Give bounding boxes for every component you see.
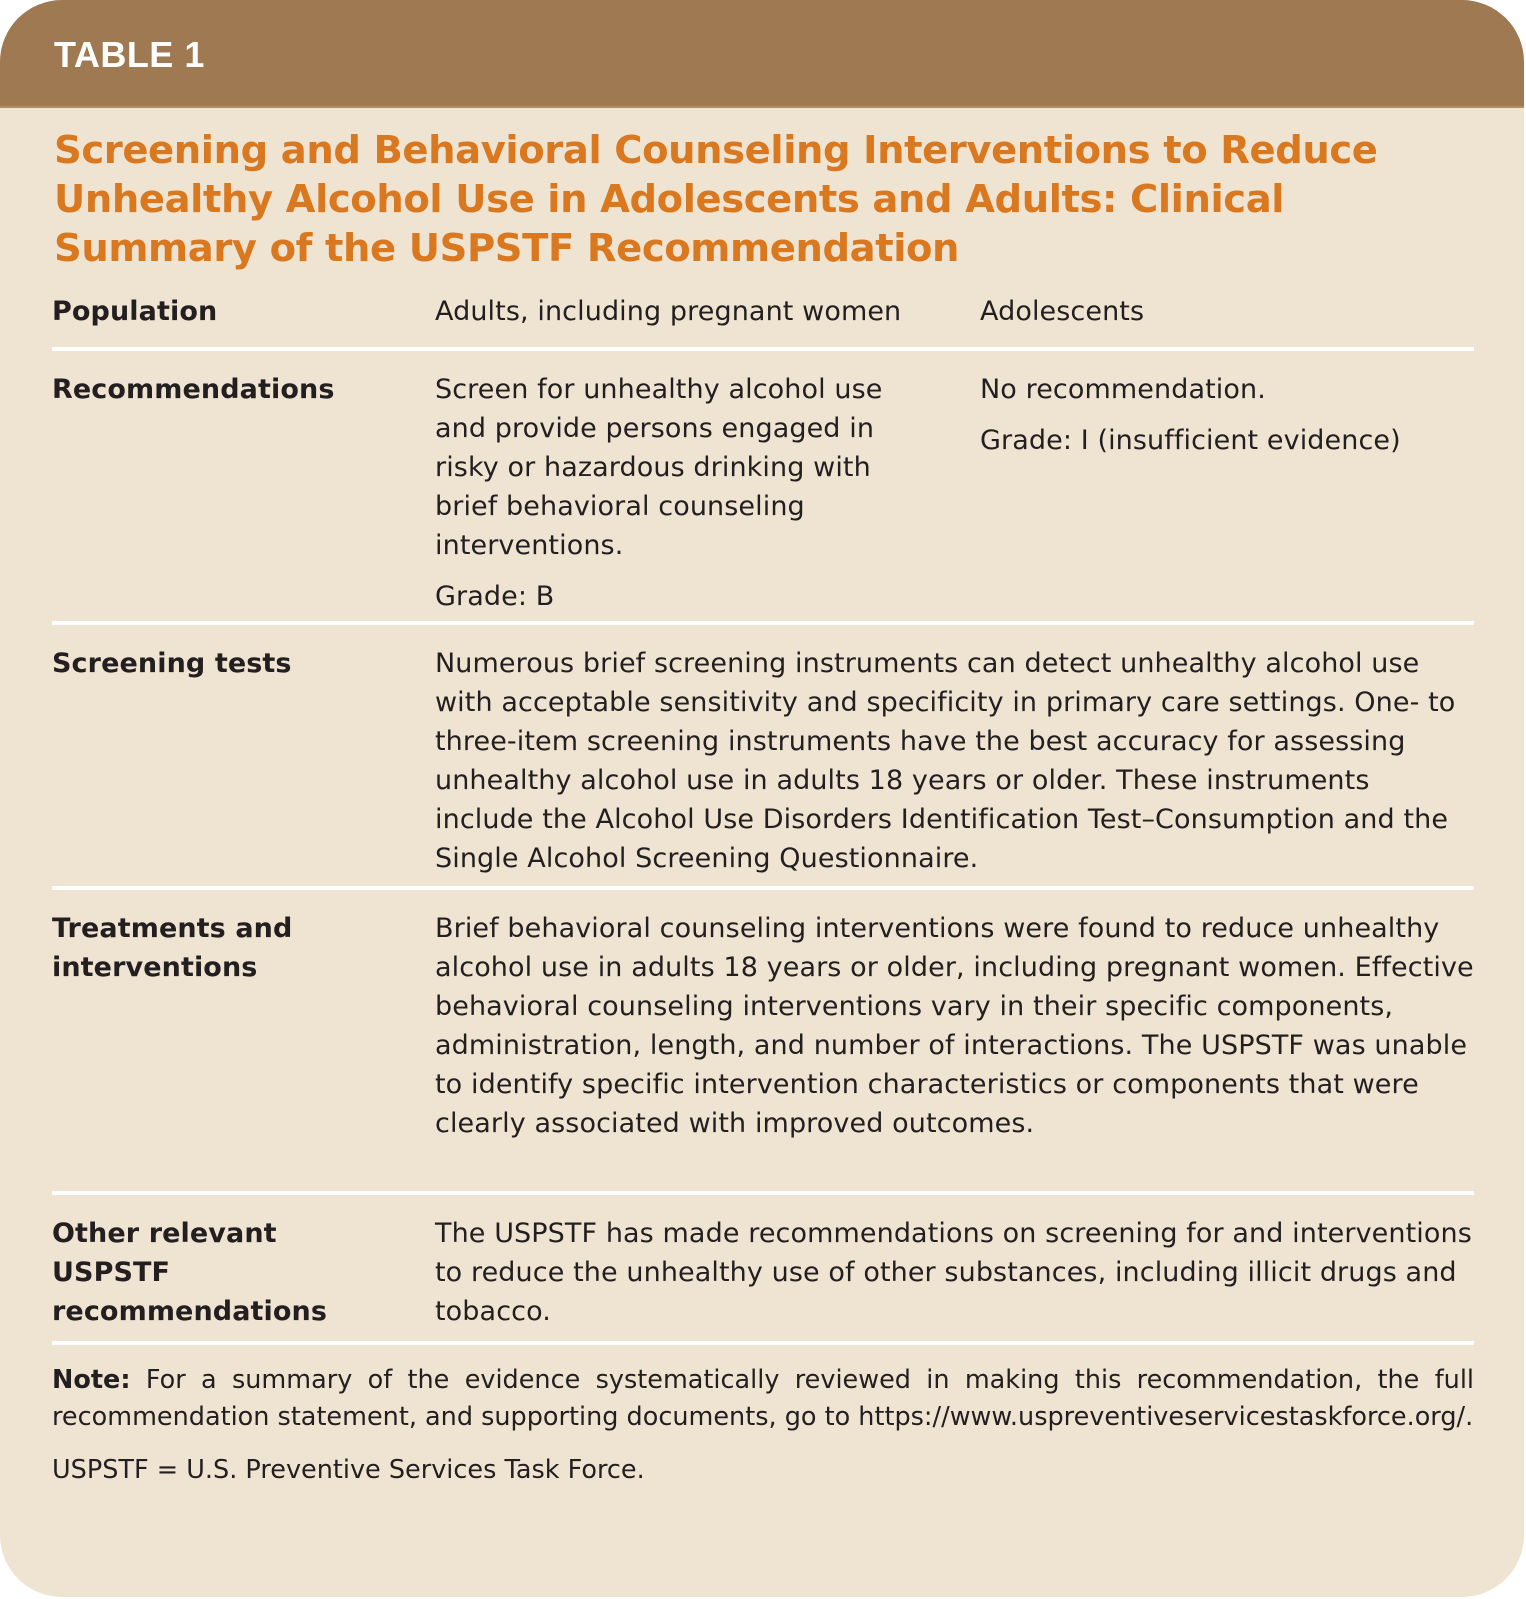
recommendation-adolescents-grade: Grade: I (insufficient evidence) bbox=[980, 425, 1401, 456]
table-header-bar bbox=[0, 0, 1524, 108]
note-label: Note: bbox=[52, 1365, 131, 1395]
table-row-treatments bbox=[52, 890, 1474, 1191]
table-row-other-recommendations bbox=[52, 1195, 1474, 1341]
note-text: For a summary of the evidence systematically reviewed in making this recommendation, the full recommendation statement, and supporting documents, go to https://www.uspreventiveservicestaskforce.org/. bbox=[52, 1365, 1474, 1432]
row-divider bbox=[52, 1341, 1474, 1345]
row-label-other-recommendations: Other relevant USPSTF recommendations bbox=[52, 1218, 328, 1327]
note-paragraph bbox=[52, 1362, 1474, 1436]
row-label-recommendations: Recommendations bbox=[52, 374, 335, 405]
recommendation-adults-text: Screen for unhealthy alcohol use and provide persons engaged in risky or hazardous drinking with brief behavioral counseling interventions. bbox=[435, 374, 883, 561]
recommendation-adults bbox=[435, 370, 980, 621]
other-recommendations-text: The USPSTF has made recommendations on screening for and interventions to reduce the unhealthy use of other substances, including illicit drugs and tobacco. bbox=[435, 1218, 1472, 1327]
table-number-label: TABLE 1 bbox=[54, 34, 205, 75]
summary-table bbox=[52, 290, 1474, 1345]
abbreviation-note: USPSTF = U.S. Preventive Services Task Force. bbox=[52, 1455, 645, 1485]
table-row-population bbox=[52, 290, 1474, 347]
row-label-treatments: Treatments and interventions bbox=[52, 913, 293, 983]
recommendation-adolescents-text: No recommendation. bbox=[980, 374, 1266, 405]
table-title: Screening and Behavioral Counseling Interventions to Reduce Unhealthy Alcohol Use in Adolescents and Adults: Clinical Summary of the USPSTF Recommendation bbox=[54, 128, 1378, 271]
table-row-recommendations bbox=[52, 351, 1474, 621]
recommendation-adults-grade: Grade: B bbox=[435, 581, 555, 612]
row-label-population: Population bbox=[52, 296, 218, 327]
table-row-screening-tests bbox=[52, 625, 1474, 886]
screening-tests-text: Numerous brief screening instruments can detect unhealthy alcohol use with acceptable sensitivity and specificity in primary care settings. One- to three-item screening instruments have the best accuracy for assessing unhealthy alcohol use in adults 18 years or older. These instruments include the Alcohol Use Disorders Identification Test–Consumption and the Single Alcohol Screening Questionnaire. bbox=[435, 648, 1456, 874]
treatments-text: Brief behavioral counseling interventions were found to reduce unhealthy alcohol use in adults 18 years or older, including pregnant women. Effective behavioral counseling interventions vary in their specific components, administration, length, and number of interactions. The USPSTF was unable to identify specific intervention characteristics or components that were clearly associated with improved outcomes. bbox=[435, 913, 1474, 1139]
population-adults: Adults, including pregnant women bbox=[435, 296, 902, 327]
population-adolescents: Adolescents bbox=[980, 296, 1145, 327]
row-label-screening-tests: Screening tests bbox=[52, 648, 292, 679]
table-footnote bbox=[52, 1362, 1474, 1489]
recommendation-adolescents bbox=[980, 370, 1474, 621]
